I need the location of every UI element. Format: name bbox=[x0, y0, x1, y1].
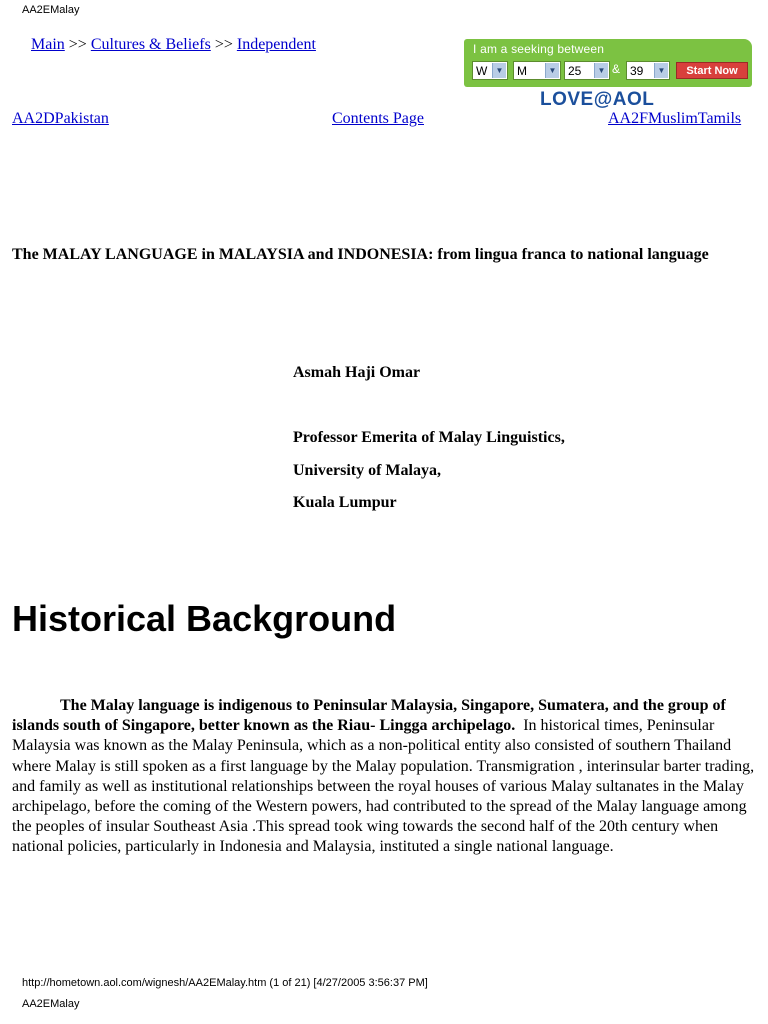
age-max-select[interactable] bbox=[626, 61, 670, 80]
chevron-down-icon: ▼ bbox=[492, 63, 506, 78]
breadcrumb-separator: >> bbox=[68, 36, 87, 53]
gender-self-value: W bbox=[476, 64, 488, 78]
footer-url: http://hometown.aol.com/wignesh/AA2EMalay.htm (1 of 21) [4/27/2005 3:56:37 PM] bbox=[22, 977, 428, 989]
author-university: University of Malaya, bbox=[293, 462, 441, 479]
paragraph-lead: The Malay language is indigenous to Peninsular Malaysia, Singapore, Sumatera, and the group of islands south of Singapore, better known as the Riau- Lingga archipelago. bbox=[12, 697, 726, 735]
age-conjunction: & bbox=[612, 62, 621, 76]
ad-search-box bbox=[464, 39, 752, 87]
contents-page-link[interactable]: Contents Page bbox=[332, 110, 424, 127]
document-nav bbox=[0, 110, 768, 132]
chevron-down-icon: ▼ bbox=[545, 63, 559, 78]
breadcrumb-independent-link[interactable]: Independent bbox=[236, 36, 316, 53]
section-heading: Historical Background bbox=[12, 598, 397, 639]
body-paragraph bbox=[12, 696, 758, 858]
breadcrumb-main-link[interactable]: Main bbox=[31, 36, 65, 53]
breadcrumb-cultures-link[interactable]: Cultures & Beliefs bbox=[90, 36, 211, 53]
page-header-title: AA2EMalay bbox=[22, 4, 80, 16]
gender-seek-value: M bbox=[517, 64, 527, 78]
breadcrumb-separator: >> bbox=[214, 36, 233, 53]
love-aol-ad[interactable] bbox=[464, 39, 752, 109]
love-aol-logo[interactable]: LOVE@AOL bbox=[540, 89, 655, 110]
chevron-down-icon: ▼ bbox=[654, 63, 668, 78]
gender-self-select[interactable] bbox=[472, 61, 508, 80]
chevron-down-icon: ▼ bbox=[594, 63, 608, 78]
breadcrumb bbox=[31, 36, 316, 54]
age-max-value: 39 bbox=[630, 64, 644, 78]
next-page-link[interactable]: AA2FMuslimTamils bbox=[608, 110, 742, 127]
age-min-value: 25 bbox=[568, 64, 582, 78]
author-name: Asmah Haji Omar bbox=[293, 364, 421, 381]
gender-seek-select[interactable] bbox=[513, 61, 561, 80]
author-title: Professor Emerita of Malay Linguistics, bbox=[293, 429, 565, 446]
ad-prompt-text: I am a seeking between bbox=[473, 42, 605, 56]
document-title: The MALAY LANGUAGE in MALAYSIA and INDONESIA: from lingua franca to national language bbox=[12, 246, 709, 263]
start-now-button[interactable]: Start Now bbox=[676, 62, 748, 79]
age-min-select[interactable] bbox=[564, 61, 610, 80]
prev-page-link[interactable]: AA2DPakistan bbox=[12, 110, 109, 127]
author-city: Kuala Lumpur bbox=[293, 494, 397, 511]
footer-title: AA2EMalay bbox=[22, 998, 80, 1010]
paragraph-body: In historical times, Peninsular Malaysia was known as the Malay Peninsula, which as a non-political entity also consisted of southern Thailand where Malay is still spoken as a first language by the Malay population. Transmigration , interinsular barter trading, and family as well as institutional relationships between the royal houses of various Malay sultanates in the Malay archipelago, before the coming of the Western powers, had contributed to the spread of the Malay language among the peoples of insular Southeast Asia .This spread took wing towards the second half of the 20th century when national policies, particularly in Indonesia and Malaysia, instituted a single national language. bbox=[12, 717, 755, 856]
